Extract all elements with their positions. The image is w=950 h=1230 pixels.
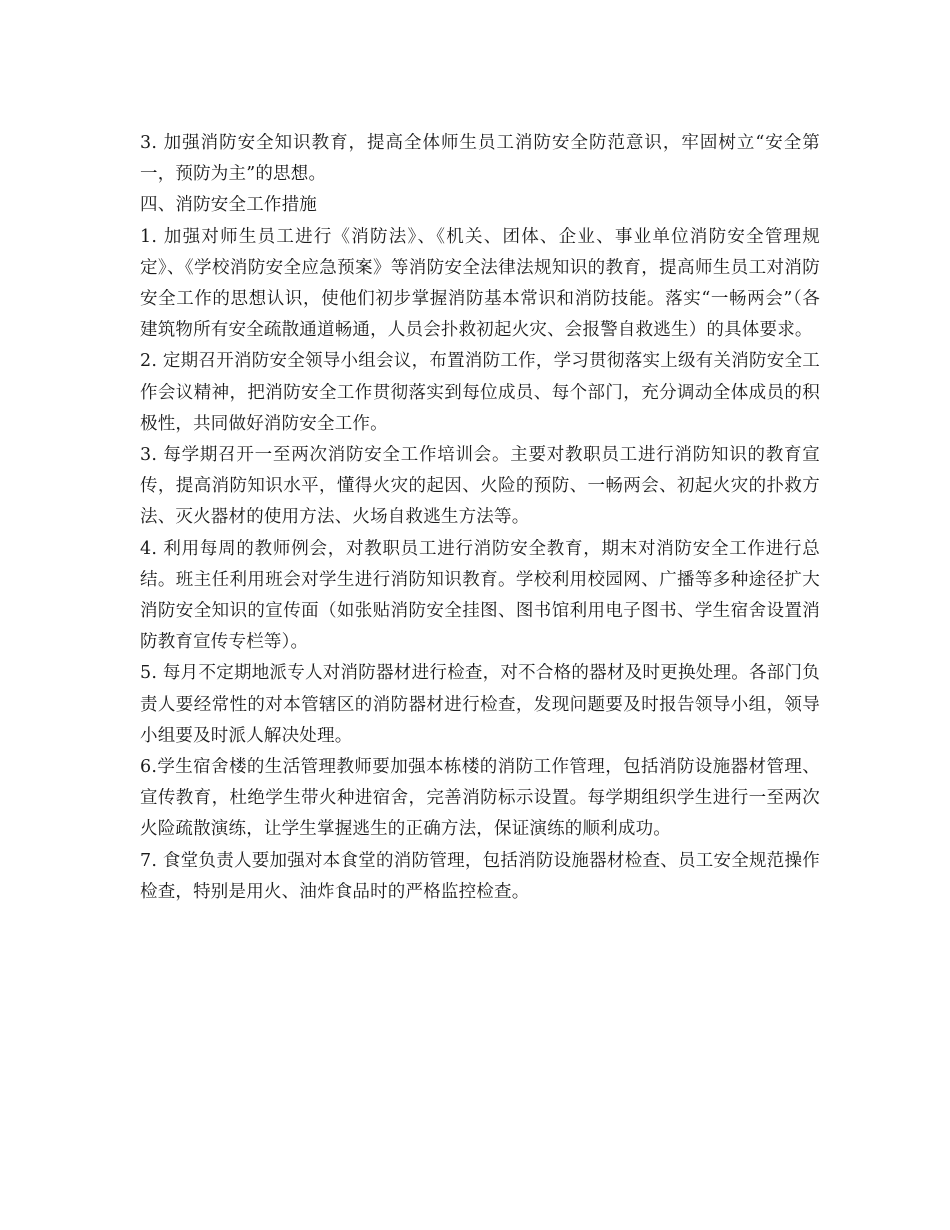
paragraph-measure-1: 1. 加强对师生员工进行《消防法》、《机关、团体、企业、事业单位消防安全管理规定》、《学校消防安全应急预案》等消防安全法律法规知识的教育，提高师生员工对消防安全工作的思想认识，使他们初步掌握消防基本常识和消防技能。落实“一畅两会”（各建筑物所有安全疏散通道畅通，人员会扑救初起火灾、会报警自救逃生）的具体要求。 (140, 226, 820, 341)
paragraph-measure-2: 2. 定期召开消防安全领导小组会议，布置消防工作，学习贯彻落实上级有关消防安全工作会议精神，把消防安全工作贯彻落实到每位成员、每个部门，充分调动全体成员的积极性，共同做好消防安全工作。 (140, 351, 820, 434)
paragraph-measure-4: 4. 利用每周的教师例会，对教职员工进行消防安全教育，期末对消防安全工作进行总结。班主任利用班会对学生进行消防知识教育。学校利用校园网、广播等多种途径扩大消防安全知识的宣传面（如张贴消防安全挂图、图书馆利用电子图书、学生宿舍设置消防教育宣传专栏等）。 (140, 538, 820, 653)
paragraph-measure-6: 6.学生宿舍楼的生活管理教师要加强本栋楼的消防工作管理，包括消防设施器材管理、宣传教育，杜绝学生带火种进宿舍，完善消防标示设置。每学期组织学生进行一至两次火险疏散演练，让学生掌握逃生的正确方法，保证演练的顺利成功。 (140, 757, 820, 840)
paragraph-measure-5: 5. 每月不定期地派专人对消防器材进行检查，对不合格的器材及时更换处理。各部门负责人要经常性的对本管辖区的消防器材进行检查，发现问题要及时报告领导小组，领导小组要及时派人解决处理。 (140, 663, 820, 746)
paragraph-measure-3: 3. 每学期召开一至两次消防安全工作培训会。主要对教职员工进行消防知识的教育宣传，提高消防知识水平，懂得火灾的起因、火险的预防、一畅两会、初起火灾的扑救方法、灭火器材的使用方法、火场自救逃生方法等。 (140, 445, 820, 528)
document-body (140, 128, 820, 908)
paragraph-measure-7: 7. 食堂负责人要加强对本食堂的消防管理，包括消防设施器材检查、员工安全规范操作检查，特别是用火、油炸食品时的严格监控检查。 (140, 850, 820, 902)
paragraph-goal-3: 3. 加强消防安全知识教育，提高全体师生员工消防安全防范意识，牢固树立“安全第一，预防为主”的思想。 (140, 133, 820, 185)
section-heading-measures: 四、消防安全工作措施 (140, 195, 317, 216)
